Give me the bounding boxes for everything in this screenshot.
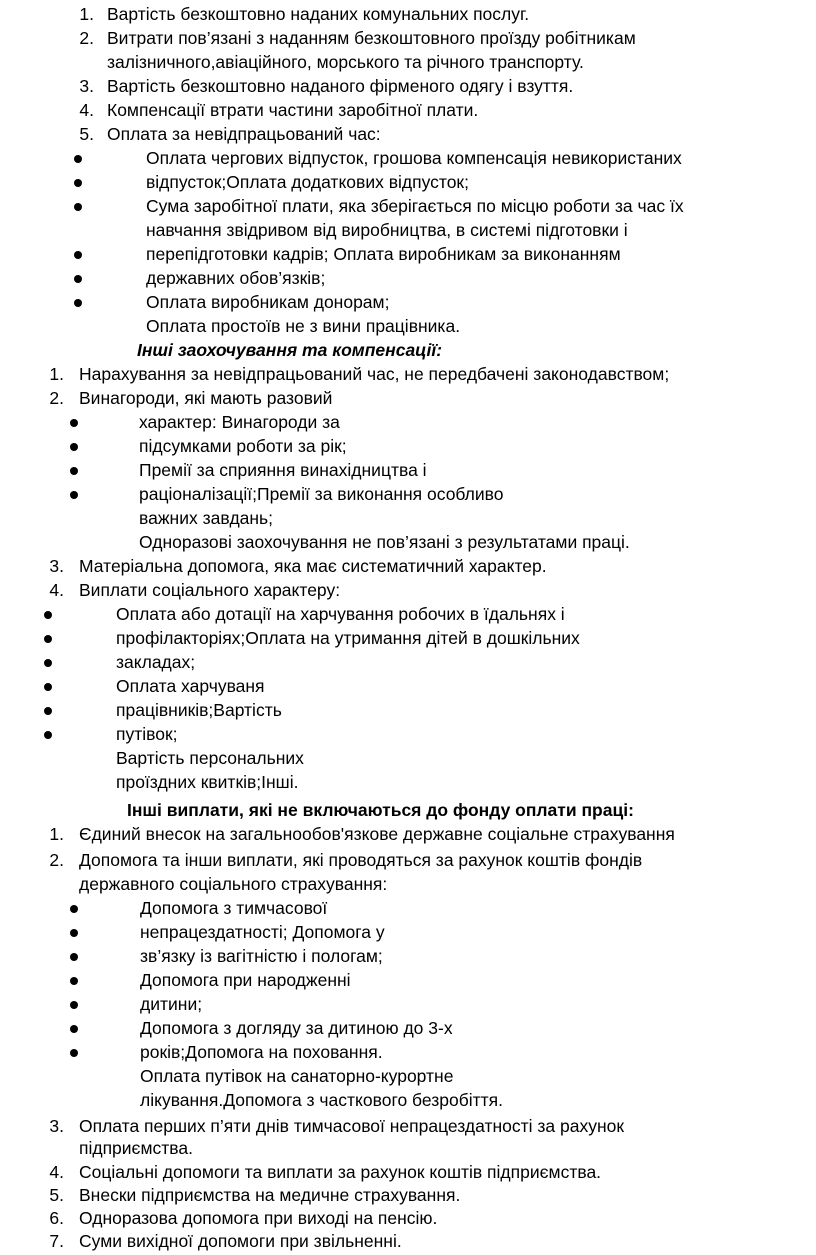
bullet-text: зв’язку із вагітністю і пологам; (140, 946, 383, 966)
list-item-text (79, 848, 797, 872)
list-item-text: Соціальні допомоги та виплати за рахунок коштів підприємства. (79, 1162, 602, 1182)
list-number: 2. (49, 388, 64, 408)
list-item-text: Єдиний внесок на загальнообов'язкове державне соціальне страхування (79, 824, 675, 844)
list-item-text: залізничного,авіаційного, морського та річного транспорту. (107, 52, 584, 72)
bullet-text: Оплата чергових відпусток, грошова компенсація невикористаних (146, 148, 682, 168)
list-item-text: Нарахування за невідпрацьований час, не передбачені законодавством; (79, 364, 670, 384)
bullet-text: Оплата виробникам донорам; (146, 292, 390, 312)
bullet-text: Допомога при народженні (140, 970, 351, 990)
list-item-text: Винагороди, які мають разовий (79, 388, 333, 408)
list-item (0, 1183, 816, 1207)
list-item-text-part: Допомога та інши виплати, які проводяться за рахунок коштів фондів (79, 850, 643, 870)
bullet-text: Оплата харчуваня (116, 676, 265, 696)
bullet-text: путівок; (116, 724, 178, 744)
bullet-text: Премії за сприяння винахідництва і (139, 460, 427, 480)
bullet-text: проїздних квитків;Інші. (116, 772, 299, 792)
list-item-continuation (0, 50, 816, 74)
list-number: 4. (49, 1162, 64, 1182)
list-item (0, 578, 816, 602)
list-item (0, 554, 816, 578)
bullet-text: працівників;Вартість (116, 700, 282, 720)
list-item-text: Матеріальна допомога, яка має систематичний характер. (79, 556, 547, 576)
list-number: 5. (79, 124, 94, 144)
list-item-text: Внески підприємства на медичне страхування. (79, 1185, 461, 1205)
list-number: 7. (49, 1231, 64, 1251)
bullet-text: характер: Винагороди за (139, 412, 340, 432)
section-heading: Інші виплати, які не включаються до фонду оплати праці: (127, 800, 634, 820)
bullet-text: лікування.Допомога з часткового безробіття. (140, 1090, 504, 1110)
list-item-text: Одноразова допомога при виході на пенсію. (79, 1208, 438, 1228)
list-number: 3. (49, 556, 64, 576)
list-item (0, 1206, 816, 1230)
list-item (0, 1229, 816, 1253)
bullet-text: Оплата простоїв не з вини працівника. (146, 316, 461, 336)
list-item (0, 822, 816, 846)
list-item-text: Оплата перших п’яти днів тимчасової непрацездатності за рахунок (79, 1116, 625, 1136)
list-item-text: державного соціального страхування: (79, 874, 388, 894)
list-number: 1. (49, 364, 64, 384)
list-number: 1. (49, 824, 64, 844)
list-item (0, 2, 816, 26)
list-number: 6. (49, 1208, 64, 1228)
bullet-text: років;Допомога на поховання. (140, 1042, 383, 1062)
bullet-text: Допомога з тимчасової (140, 898, 328, 918)
list-item-text: Вартість безкоштовно наданого фірменого одягу і взуття. (107, 76, 574, 96)
bullet-text: дитини; (140, 994, 203, 1014)
list-item-text: підприємства. (79, 1138, 193, 1158)
bullet-text: раціоналізації;Премії за виконання особливо (139, 484, 504, 504)
list-number: 4. (79, 100, 94, 120)
bullet-text: Оплата або дотації на харчування робочих в їдальнях і (116, 604, 565, 624)
list-number: 3. (49, 1116, 64, 1136)
list-item-text: Оплата за невідпрацьований час: (107, 124, 381, 144)
list-item (0, 122, 816, 146)
bullet-text: державних обов’язків; (146, 268, 326, 288)
list-item-text: Виплати соціального характеру: (79, 580, 341, 600)
list-item-text: Вартість безкоштовно наданих комунальних послуг. (107, 4, 530, 24)
bullet-text: закладах; (116, 652, 196, 672)
list-item (0, 1160, 816, 1184)
bullet-text: підсумками роботи за рік; (139, 436, 347, 456)
bullet-text: Допомога з догляду за дитиною до 3-х (140, 1018, 453, 1038)
list-item-text: Суми вихідної допомоги при звільненні. (79, 1231, 402, 1251)
bullet-text: профілакторіях;Оплата на утримання дітей в дошкільних (116, 628, 580, 648)
bullet-text: Сума заробітної плати, яка зберігається по місцю роботи за час їх (146, 196, 684, 216)
bullet-text: непрацездатності; Допомога у (140, 922, 385, 942)
list-item-text: Витрати пов’язані з наданням безкоштовного проїзду робітникам (107, 28, 636, 48)
list-number: 2. (79, 28, 94, 48)
bullet-text: Оплата путівок на санаторно-курортне (140, 1066, 454, 1086)
bullet-text: Одноразові заохочування не пов’язані з результатами праці. (139, 532, 630, 552)
list-number: 3. (79, 76, 94, 96)
list-item (0, 1114, 816, 1138)
section-heading: Інші заохочування та компенсації: (137, 340, 443, 360)
bullet-text: навчання звідривом від виробництва, в системі підготовки і (146, 220, 628, 240)
bullet-text: відпусток;Оплата додаткових відпусток; (146, 172, 469, 192)
list-item (0, 848, 816, 872)
bullet-text: перепідготовки кадрів; Оплата виробникам за виконанням (146, 244, 621, 264)
list-item (0, 386, 816, 410)
bullet-text: Вартість персональних (116, 748, 304, 768)
list-number: 5. (49, 1185, 64, 1205)
list-number: 2. (49, 850, 64, 870)
list-number: 1. (79, 4, 94, 24)
list-item (0, 362, 816, 386)
bullet-text: важних завдань; (139, 508, 274, 528)
list-item (0, 26, 816, 50)
list-number: 4. (49, 580, 64, 600)
list-item (0, 74, 816, 98)
list-item-text: Компенсації втрати частини заробітної плати. (107, 100, 479, 120)
list-item (0, 98, 816, 122)
